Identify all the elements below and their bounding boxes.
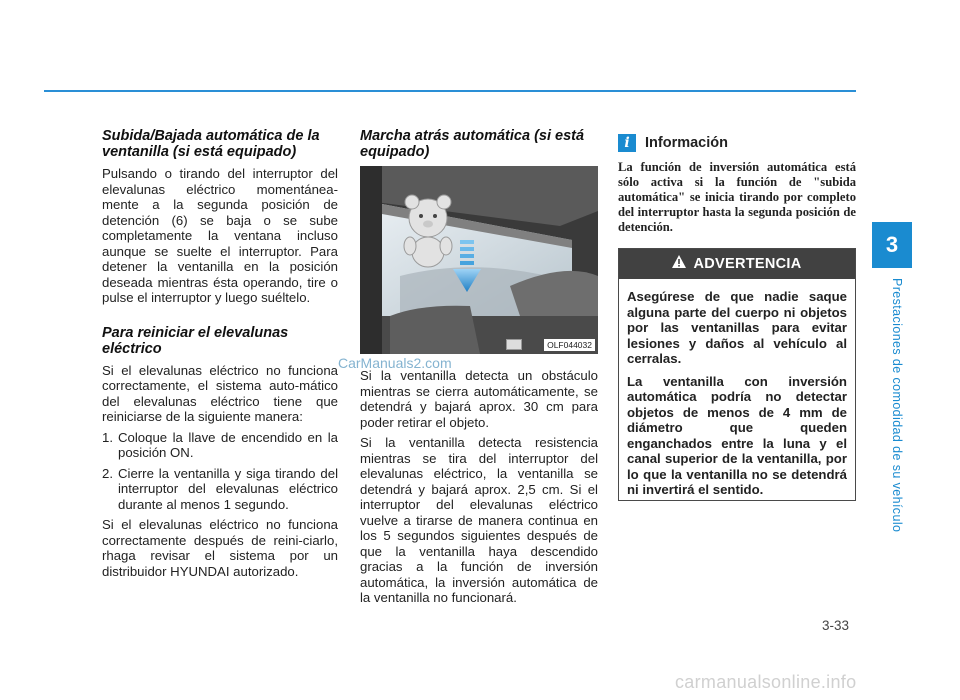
section-title-reset: Para reiniciar el elevalunas eléctrico bbox=[102, 324, 289, 357]
chapter-number-tab: 3 bbox=[872, 222, 912, 268]
figure-code-box bbox=[506, 339, 522, 350]
warning-header bbox=[619, 249, 855, 279]
warning-title: ADVERTENCIA bbox=[693, 256, 802, 272]
section-paragraph: Pulsando o tirando del interruptor del elevalunas eléctrico momentánea-mente a la segunda posición de detención (6) se baja o se sube completamente la ventana incluso aunque se suelte el interruptor. Para detener la ventanilla en la posición deseada mientras ésta operando, tire o pulse el interruptor y luego suéltelo. bbox=[102, 166, 338, 305]
warning-box bbox=[618, 248, 856, 501]
column-right bbox=[618, 134, 856, 235]
warning-triangle-icon bbox=[672, 255, 686, 273]
step-number: 2. bbox=[102, 465, 113, 481]
window-reverse-illustration bbox=[360, 166, 598, 354]
list-item bbox=[102, 430, 338, 461]
section-paragraph: Si la ventanilla detecta resistencia mientras se tira del interruptor del elevalunas eléctrico, la ventanilla se detendrá y bajará aprox. 2,5 cm. Si el interruptor del elevalunas eléctrico vuelve a tirarse de manera continua en los 5 segundos siguientes después de que la ventanilla haya descendido gracias a la función de inversión automática, la inversión automática de la ventanilla no funcionará. bbox=[360, 435, 598, 605]
step-number: 1. bbox=[102, 429, 113, 445]
footer-watermark: carmanualsonline.info bbox=[675, 672, 857, 692]
warning-paragraph: Asegúrese de que nadie saque alguna parte del cuerpo ni objetos por las ventanillas para evitar lesiones y daños al vehículo al cerralas. bbox=[627, 289, 847, 366]
warning-body bbox=[619, 279, 855, 498]
section-paragraph: Si la ventanilla detecta un obstáculo mientras se cierra automáticamente, se detendrá y bajará aprox. 30 cm para poder retirar el objeto. bbox=[360, 368, 598, 430]
column-left bbox=[102, 128, 338, 584]
step-text: Cierre la ventanilla y siga tirando del interruptor del elevalunas eléctrico durante al menos 1 segundo. bbox=[118, 465, 338, 512]
page-number: 3-33 bbox=[822, 618, 850, 633]
chapter-title: Prestaciones de comodidad de su vehículo bbox=[890, 278, 904, 533]
info-header bbox=[618, 134, 856, 152]
step-text: Coloque la llave de encendido en la posición ON. bbox=[118, 429, 338, 460]
section-paragraph: Si el elevalunas eléctrico no funciona correctamente, el sistema auto-mático del elevalunas eléctrico tiene que reiniciarse de la siguiente manera: bbox=[102, 362, 338, 424]
list-item bbox=[102, 466, 338, 513]
info-title: Información bbox=[645, 135, 728, 151]
warning-paragraph: La ventanilla con inversión automática podría no detectar objetos de menos de 4 mm de diámetro que queden enganchados entre la luna y el canal superior de la ventanilla, por lo que la ventanilla no se detendrá ni invertirá el sentido. bbox=[627, 373, 847, 497]
info-icon: i bbox=[618, 134, 636, 152]
car-window-drawing bbox=[360, 166, 598, 354]
info-text: La función de inversión automática está sólo activa si la función de "subida automática" se inicia tirando por completo del interruptor hasta la segunda posición de detención. bbox=[618, 160, 856, 234]
figure-code: OLF044032 bbox=[544, 339, 595, 351]
section-title-auto-reverse: Marcha atrás automática (si está equipado) bbox=[360, 128, 585, 160]
header-rule bbox=[44, 90, 856, 92]
reset-steps-list bbox=[102, 430, 338, 513]
section-title-auto-up-down: Subida/Bajada automática de la ventanilla (si está equipado) bbox=[102, 128, 320, 160]
section-paragraph: Si el elevalunas eléctrico no funciona correctamente después de reini-ciarlo, rhaga revisar el sistema por un distribuidor HYUNDAI autorizado. bbox=[102, 517, 338, 579]
watermark-text: CarManuals2.com bbox=[338, 355, 452, 371]
